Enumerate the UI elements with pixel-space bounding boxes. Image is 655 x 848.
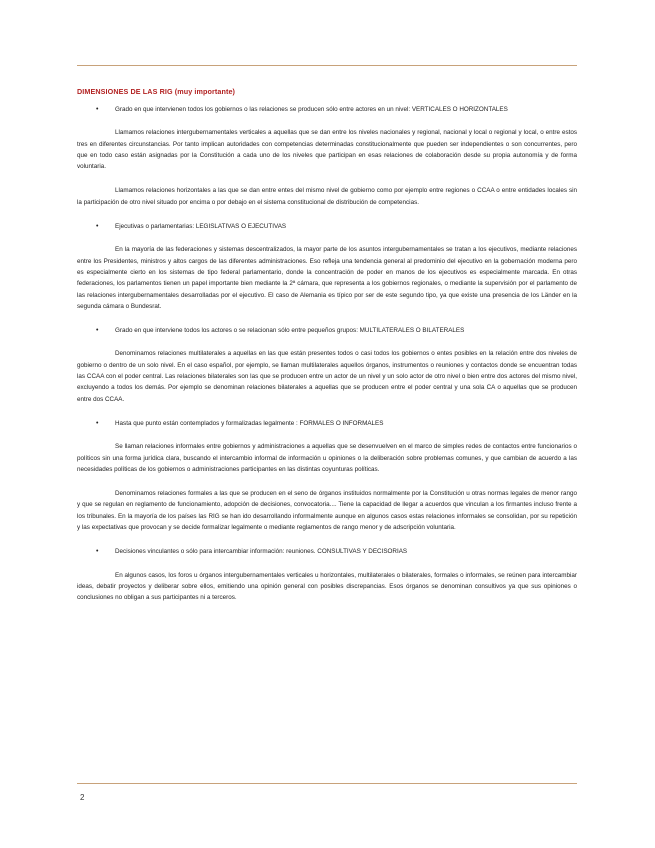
paragraph: Denominamos relaciones formales a las que se producen en el seno de órganos instituidos normalmente por la Constitución u otras normas legales de menor rango y que se regulan en reglamento de funcionamiento, adopción de decisiones, convocatoria.... Tiene la capacidad de llegar a acuerdos que vinculan a los firmantes incluso frente a los tribunales. En la mayoría de los países las RIG se han ido desarrollando informalmente aunque en algunos casos estas relaciones informales se consolidan, por su repetición y las expectativas que provocan y se decide formalizar legalmente o mediante reglamentos de rango menor y de adscripción voluntaria. xyxy=(77,490,577,532)
bullet-icon: • xyxy=(96,223,99,231)
paragraph: Llamamos relaciones intergubernamentales verticales a aquellas que se dan entre los niveles nacionales y regional, nacional y local o regional y local, o entre estos tres en diferentes circunstancias. Por tanto implican autoridades con competencias determinadas constitucionalmente que pueden ser independientes o son concurrentes, pero que en todo caso están asignadas por la Constitución a cada uno de los niveles que participan en esas relaciones de colaboración desde su propia autonomía y de forma voluntaria. xyxy=(77,129,577,171)
bullet-text: Grado en que interviene todos los actores o se relacionan sólo entre pequeños grupos: MULTILATERALES O BILATERALES xyxy=(115,327,465,335)
paragraph: Denominamos relaciones multilaterales a aquellas en las que están presentes todos o casi todos los gobiernos o entes posibles en la relación entre dos niveles de gobierno o dentro de un solo nivel. En el caso español, por ejemplo, se llaman multilaterales aquellos órganos, instrumentos o reuniones y contactos donde se encuentran todas las CCAA con el poder central. Las relaciones bilaterales son las que se producen entre un actor de un nivel y un solo actor de otro nivel o bien entre dos actores del mismo nivel, excluyendo a todos los demás. Por ejemplo se denominan relaciones bilaterales a aquellas que se producen entre el poder central y una sola CA o aquellas que se producen entre dos CCAA. xyxy=(77,350,577,403)
paragraph: Se llaman relaciones informales entre gobiernos y administraciones a aquellas que se desenvuelven en el marco de simples redes de contactos entre funcionarios o políticos sin una forma jurídica clara, buscando el intercambio informal de información u opiniones o la deliberación sobre problemas comunes, y que cambian de acuerdo a las necesidades políticas de los gobiernos o administraciones participantes en las distintas coyunturas políticas. xyxy=(77,443,577,473)
paragraph: En la mayoría de las federaciones y sistemas descentralizados, la mayor parte de los asuntos intergubernamentales se tratan a los ejecutivos, mediante relaciones entre los Presidentes, ministros y altos cargos de las diferentes administraciones. Eso refleja una tendencia general al predominio del ejecutivo en la gobernación moderna pero es especialmente cierto en los sistemas de tipo federal parlamentario, donde la concentración de poder en manos de los ejecutivos es especialmente marcada. En otras federaciones, los parlamentos tienen un papel importante bien mediante la 2ª cámara, que representa a los gobiernos regionales, o mediante la supervisión por el parlamento de las relaciones intergubernamentales desarrolladas por el ejecutivo. El caso de Alemania es típico por ser de este segundo tipo, ya que existe una presencia de los Länder en la segunda cámara o Bundesrat. xyxy=(77,246,577,310)
bullet-item xyxy=(77,221,577,232)
bullet-icon: • xyxy=(96,548,99,556)
document-body xyxy=(77,104,577,617)
top-rule xyxy=(77,65,577,66)
section-heading: DIMENSIONES DE LAS RIG (muy importante) xyxy=(77,87,236,96)
page-number: 2 xyxy=(80,793,85,802)
bullet-item xyxy=(77,418,577,429)
bullet-text: Hasta que punto están contemplados y formalizadas legalmente : FORMALES O INFORMALES xyxy=(115,419,384,427)
bullet-item xyxy=(77,546,577,557)
bullet-text: Ejecutivas o parlamentarias: LEGISLATIVAS O EJECUTIVAS xyxy=(115,223,287,231)
bullet-item xyxy=(77,104,577,115)
bottom-rule xyxy=(77,783,577,784)
bullet-icon: • xyxy=(96,419,99,427)
bullet-item xyxy=(77,325,577,336)
bullet-text: Decisiones vinculantes o sólo para intercambiar información: reuniones. CONSULTIVAS Y DECISORIAS xyxy=(115,548,408,556)
bullet-icon: • xyxy=(96,327,99,335)
bullet-text: Grado en que intervienen todos los gobiernos o las relaciones se producen sólo entre actores en un nivel: VERTICALES O HORIZONTALES xyxy=(115,106,508,113)
bullet-icon: • xyxy=(96,106,99,113)
paragraph: En algunos casos, los foros u órganos intergubernamentales verticales u horizontales, multilaterales o bilaterales, formales o informales, se reúnen para intercambiar ideas, debatir proyectos y deliberar sobre ellos, emitiendo una opinión general con posibles discrepancias. Esos órganos se denominan consultivos ya que sus opiniones o conclusiones no obligan a sus participantes ni a terceros. xyxy=(77,571,577,602)
paragraph: Llamamos relaciones horizontales a las que se dan entre entes del mismo nivel de gobierno como por ejemplo entre regiones o CCAA o entre entidades locales sin la participación de otro nivel situado por encima o por debajo en el sistema constitucional de distribución de competencias. xyxy=(77,187,577,206)
